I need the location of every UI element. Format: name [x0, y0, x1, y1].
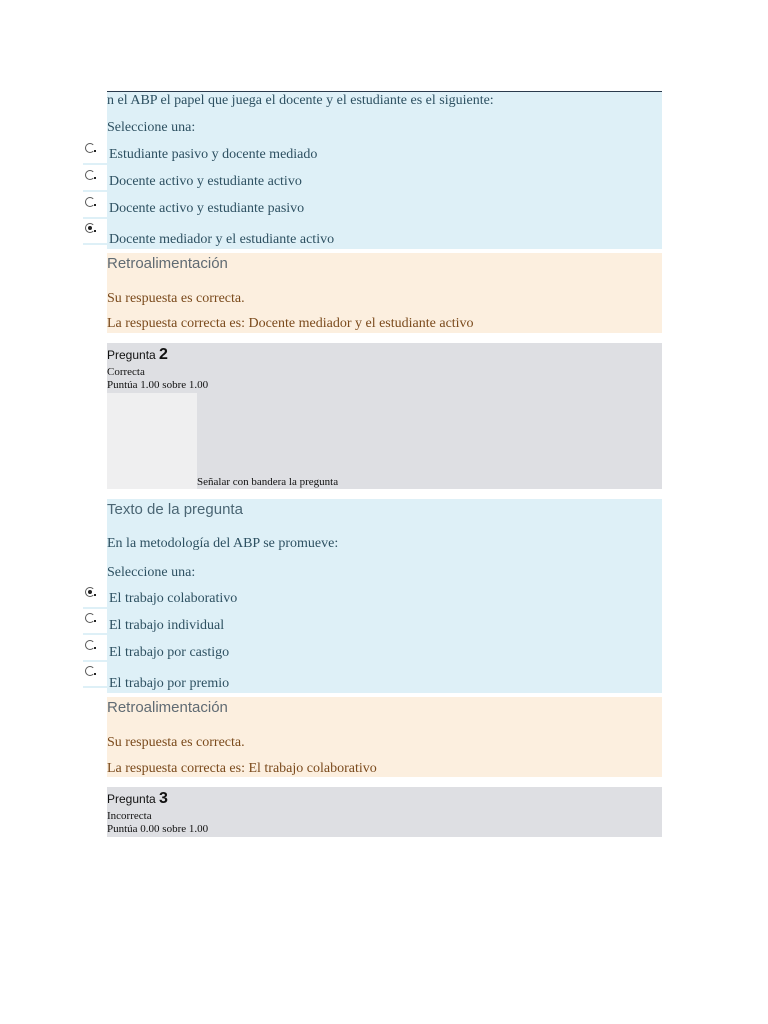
question-3-score: Puntúa 0.00 sobre 1.00 — [107, 823, 209, 835]
question-3-status: Incorrecta — [107, 810, 152, 822]
q2-option-3-label[interactable]: El trabajo por castigo — [109, 645, 230, 660]
q2-feedback-correct-answer: La respuesta correcta es: El trabajo colaborativo — [107, 761, 377, 776]
q2-option-4-radio[interactable] — [83, 664, 107, 688]
q1-option-4-label[interactable]: Docente mediador y el estudiante activo — [109, 232, 335, 247]
q1-option-2-label[interactable]: Docente activo y estudiante activo — [109, 174, 302, 189]
q2-option-2-radio[interactable] — [83, 611, 107, 635]
question-2-status: Correcta — [107, 366, 145, 378]
question-2-select-label: Seleccione una: — [107, 565, 196, 580]
question-number: 2 — [159, 346, 168, 363]
pregunta-label: Pregunta — [107, 348, 156, 362]
q1-option-1-label[interactable]: Estudiante pasivo y docente mediado — [109, 147, 318, 162]
q2-option-4-label[interactable]: El trabajo por premio — [109, 676, 230, 691]
q1-feedback-correct-answer: La respuesta correcta es: Docente mediador y el estudiante activo — [107, 316, 474, 331]
q2-option-1-radio[interactable] — [83, 585, 107, 609]
q2-feedback-heading: Retroalimentación — [107, 699, 228, 716]
question-2-section-heading: Texto de la pregunta — [107, 501, 243, 518]
q1-option-1-radio[interactable] — [83, 141, 107, 165]
pregunta-label: Pregunta — [107, 792, 156, 806]
q1-option-2-radio[interactable] — [83, 168, 107, 192]
flag-question-link[interactable]: Señalar con bandera la pregunta — [197, 476, 339, 488]
flag-area — [107, 393, 197, 489]
q2-feedback-result: Su respuesta es correcta. — [107, 735, 245, 750]
question-1-text: n el ABP el papel que juega el docente y el estudiante es el siguiente: — [107, 93, 494, 108]
q1-option-3-label[interactable]: Docente activo y estudiante pasivo — [109, 201, 305, 216]
question-3-heading — [107, 790, 168, 808]
question-2-text: En la metodología del ABP se promueve: — [107, 536, 339, 551]
q2-option-2-label[interactable]: El trabajo individual — [109, 618, 225, 633]
q1-option-4-radio[interactable] — [83, 221, 107, 245]
q2-option-1-label[interactable]: El trabajo colaborativo — [109, 591, 238, 606]
q1-feedback-heading: Retroalimentación — [107, 255, 228, 272]
q1-feedback-result: Su respuesta es correcta. — [107, 291, 245, 306]
question-number: 3 — [159, 790, 168, 807]
q2-option-3-radio[interactable] — [83, 638, 107, 662]
q1-option-3-radio[interactable] — [83, 195, 107, 219]
question-1-select-label: Seleccione una: — [107, 120, 196, 135]
question-1-content — [107, 92, 662, 249]
question-2-score: Puntúa 1.00 sobre 1.00 — [107, 379, 209, 391]
question-2-heading — [107, 346, 168, 364]
